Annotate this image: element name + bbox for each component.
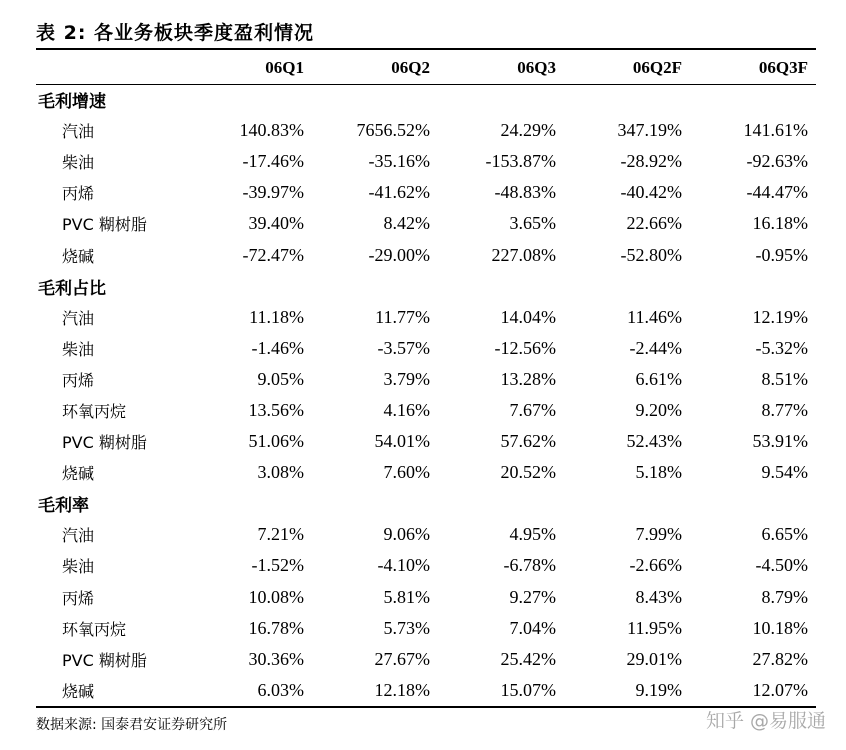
column-header: 06Q2 [391, 58, 430, 77]
table-cell: 12.18% [374, 679, 430, 700]
column-header: 06Q1 [265, 58, 304, 77]
table-cell: 30.36% [248, 648, 304, 669]
table-cell: 9.27% [509, 586, 556, 607]
table-cell: -4.10% [377, 555, 430, 576]
table-cell: 27.67% [374, 648, 430, 669]
table-cell: -29.00% [368, 244, 430, 265]
table-cell: 8.43% [635, 586, 682, 607]
table-cell: 8.42% [383, 213, 430, 234]
table-cell: 3.08% [257, 462, 304, 483]
table-cell: -72.47% [242, 244, 304, 265]
row-label: 汽油 [62, 526, 95, 546]
table-row [36, 613, 816, 644]
table-cell: 13.56% [248, 399, 304, 420]
table-cell: 7656.52% [356, 120, 430, 141]
table-cell: -0.95% [755, 244, 808, 265]
table-cell: 16.78% [248, 617, 304, 638]
row-label: 烧碱 [62, 246, 95, 266]
table-cell: 6.61% [635, 368, 682, 389]
table-row [36, 550, 816, 581]
table-row [36, 333, 816, 364]
table-row [36, 302, 816, 333]
table-cell: 347.19% [617, 120, 682, 141]
table-cell: 7.99% [635, 524, 682, 545]
row-label: 汽油 [62, 308, 95, 328]
source-note: 数据来源: 国泰君安证券研究所 [36, 717, 228, 733]
table-row [36, 644, 816, 675]
column-header: 06Q3F [758, 58, 808, 77]
table-cell: 11.18% [249, 306, 304, 327]
table-row [36, 457, 816, 488]
section-label: 毛利占比 [38, 278, 106, 299]
table-row [36, 519, 816, 550]
table-cell: -153.87% [485, 151, 556, 172]
table-cell: 4.16% [383, 399, 430, 420]
table-cell: -1.52% [251, 555, 304, 576]
table-row [36, 239, 816, 270]
table-cell: -48.83% [494, 182, 556, 203]
section-row [36, 488, 816, 519]
table-cell: 57.62% [500, 431, 556, 452]
table-cell: 13.28% [500, 368, 556, 389]
table-row [36, 582, 816, 613]
table-cell: -4.50% [755, 555, 808, 576]
table-cell: 9.20% [635, 399, 682, 420]
table-cell: 8.77% [761, 399, 808, 420]
table-cell: 6.03% [257, 679, 304, 700]
table-cell: 27.82% [752, 648, 808, 669]
header-corner [36, 52, 186, 84]
table-title: 表 2: 各业务板块季度盈利情况 [36, 22, 315, 44]
table-cell: 12.19% [752, 306, 808, 327]
table-row [36, 146, 816, 177]
table-cell: 3.65% [509, 213, 556, 234]
table-cell: 3.79% [383, 368, 430, 389]
table-cell: -5.32% [755, 337, 808, 358]
table-cell: 10.18% [752, 617, 808, 638]
section-row [36, 271, 816, 302]
table-cell: 52.43% [626, 431, 682, 452]
table-cell: 7.04% [509, 617, 556, 638]
table-row [36, 426, 816, 457]
table-row [36, 115, 816, 146]
table-cell: -28.92% [620, 151, 682, 172]
table-cell: 141.61% [743, 120, 808, 141]
bottom-rule [36, 706, 816, 708]
table-cell: -2.66% [629, 555, 682, 576]
column-header: 06Q2F [632, 58, 682, 77]
section-row [36, 84, 816, 115]
table-row [36, 208, 816, 239]
table-cell: 54.01% [374, 431, 430, 452]
table-cell: -40.42% [620, 182, 682, 203]
table-cell: -17.46% [242, 151, 304, 172]
table-cell: 7.60% [383, 462, 430, 483]
row-label: 汽油 [62, 122, 95, 142]
table-cell: 4.95% [509, 524, 556, 545]
top-rule [36, 48, 816, 50]
table-cell: 8.79% [761, 586, 808, 607]
table-cell: 140.83% [239, 120, 304, 141]
row-label: 丙烯 [62, 184, 95, 204]
table-cell: 20.52% [500, 462, 556, 483]
row-label: PVC 糊树脂 [62, 433, 147, 453]
row-label: PVC 糊树脂 [62, 215, 147, 235]
table-row [36, 395, 816, 426]
profit-table [36, 52, 816, 706]
table-row [36, 675, 816, 706]
table-cell: 53.91% [752, 431, 808, 452]
table-cell: 29.01% [626, 648, 682, 669]
row-label: 柴油 [62, 153, 95, 173]
row-label: 环氧丙烷 [62, 401, 127, 421]
table-cell: -39.97% [242, 182, 304, 203]
table-cell: 9.06% [383, 524, 430, 545]
table-cell: -1.46% [251, 337, 304, 358]
table-cell: -41.62% [368, 182, 430, 203]
table-cell: -52.80% [620, 244, 682, 265]
table-cell: 11.46% [627, 306, 682, 327]
table-cell: 14.04% [500, 306, 556, 327]
row-label: 柴油 [62, 339, 95, 359]
table-cell: -44.47% [746, 182, 808, 203]
column-header: 06Q3 [517, 58, 556, 77]
section-label: 毛利增速 [38, 92, 106, 113]
table-cell: 11.95% [627, 617, 682, 638]
table-row [36, 364, 816, 395]
table-cell: 12.07% [752, 679, 808, 700]
table-cell: -35.16% [368, 151, 430, 172]
row-label: 烧碱 [62, 464, 95, 484]
table-cell: 8.51% [761, 368, 808, 389]
table-cell: 15.07% [500, 679, 556, 700]
watermark: 知乎 @易服通 [705, 710, 826, 732]
section-label: 毛利率 [38, 496, 89, 517]
table-cell: 227.08% [491, 244, 556, 265]
row-label: 丙烯 [62, 588, 95, 608]
table-cell: 39.40% [248, 213, 304, 234]
table-cell: 9.19% [635, 679, 682, 700]
table-cell: 7.67% [509, 399, 556, 420]
row-label: 柴油 [62, 557, 95, 577]
table-row [36, 177, 816, 208]
table-cell: -92.63% [746, 151, 808, 172]
table-cell: 6.65% [761, 524, 808, 545]
table-cell: 24.29% [500, 120, 556, 141]
row-label: 丙烯 [62, 370, 95, 390]
table-cell: 5.18% [635, 462, 682, 483]
table-cell: 7.21% [257, 524, 304, 545]
row-label: PVC 糊树脂 [62, 650, 147, 670]
table-body [36, 84, 816, 706]
table-cell: -6.78% [503, 555, 556, 576]
table-cell: 22.66% [626, 213, 682, 234]
table-cell: 16.18% [752, 213, 808, 234]
table-cell: 5.81% [383, 586, 430, 607]
table-cell: 9.54% [761, 462, 808, 483]
table-cell: -3.57% [377, 337, 430, 358]
table-cell: -12.56% [494, 337, 556, 358]
table-cell: 5.73% [383, 617, 430, 638]
table-cell: 25.42% [500, 648, 556, 669]
table-cell: 51.06% [248, 431, 304, 452]
table-cell: -2.44% [629, 337, 682, 358]
row-label: 环氧丙烷 [62, 619, 127, 639]
row-label: 烧碱 [62, 681, 95, 701]
header-row [36, 52, 816, 84]
table-cell: 11.77% [375, 306, 430, 327]
table-cell: 10.08% [248, 586, 304, 607]
table-cell: 9.05% [257, 368, 304, 389]
